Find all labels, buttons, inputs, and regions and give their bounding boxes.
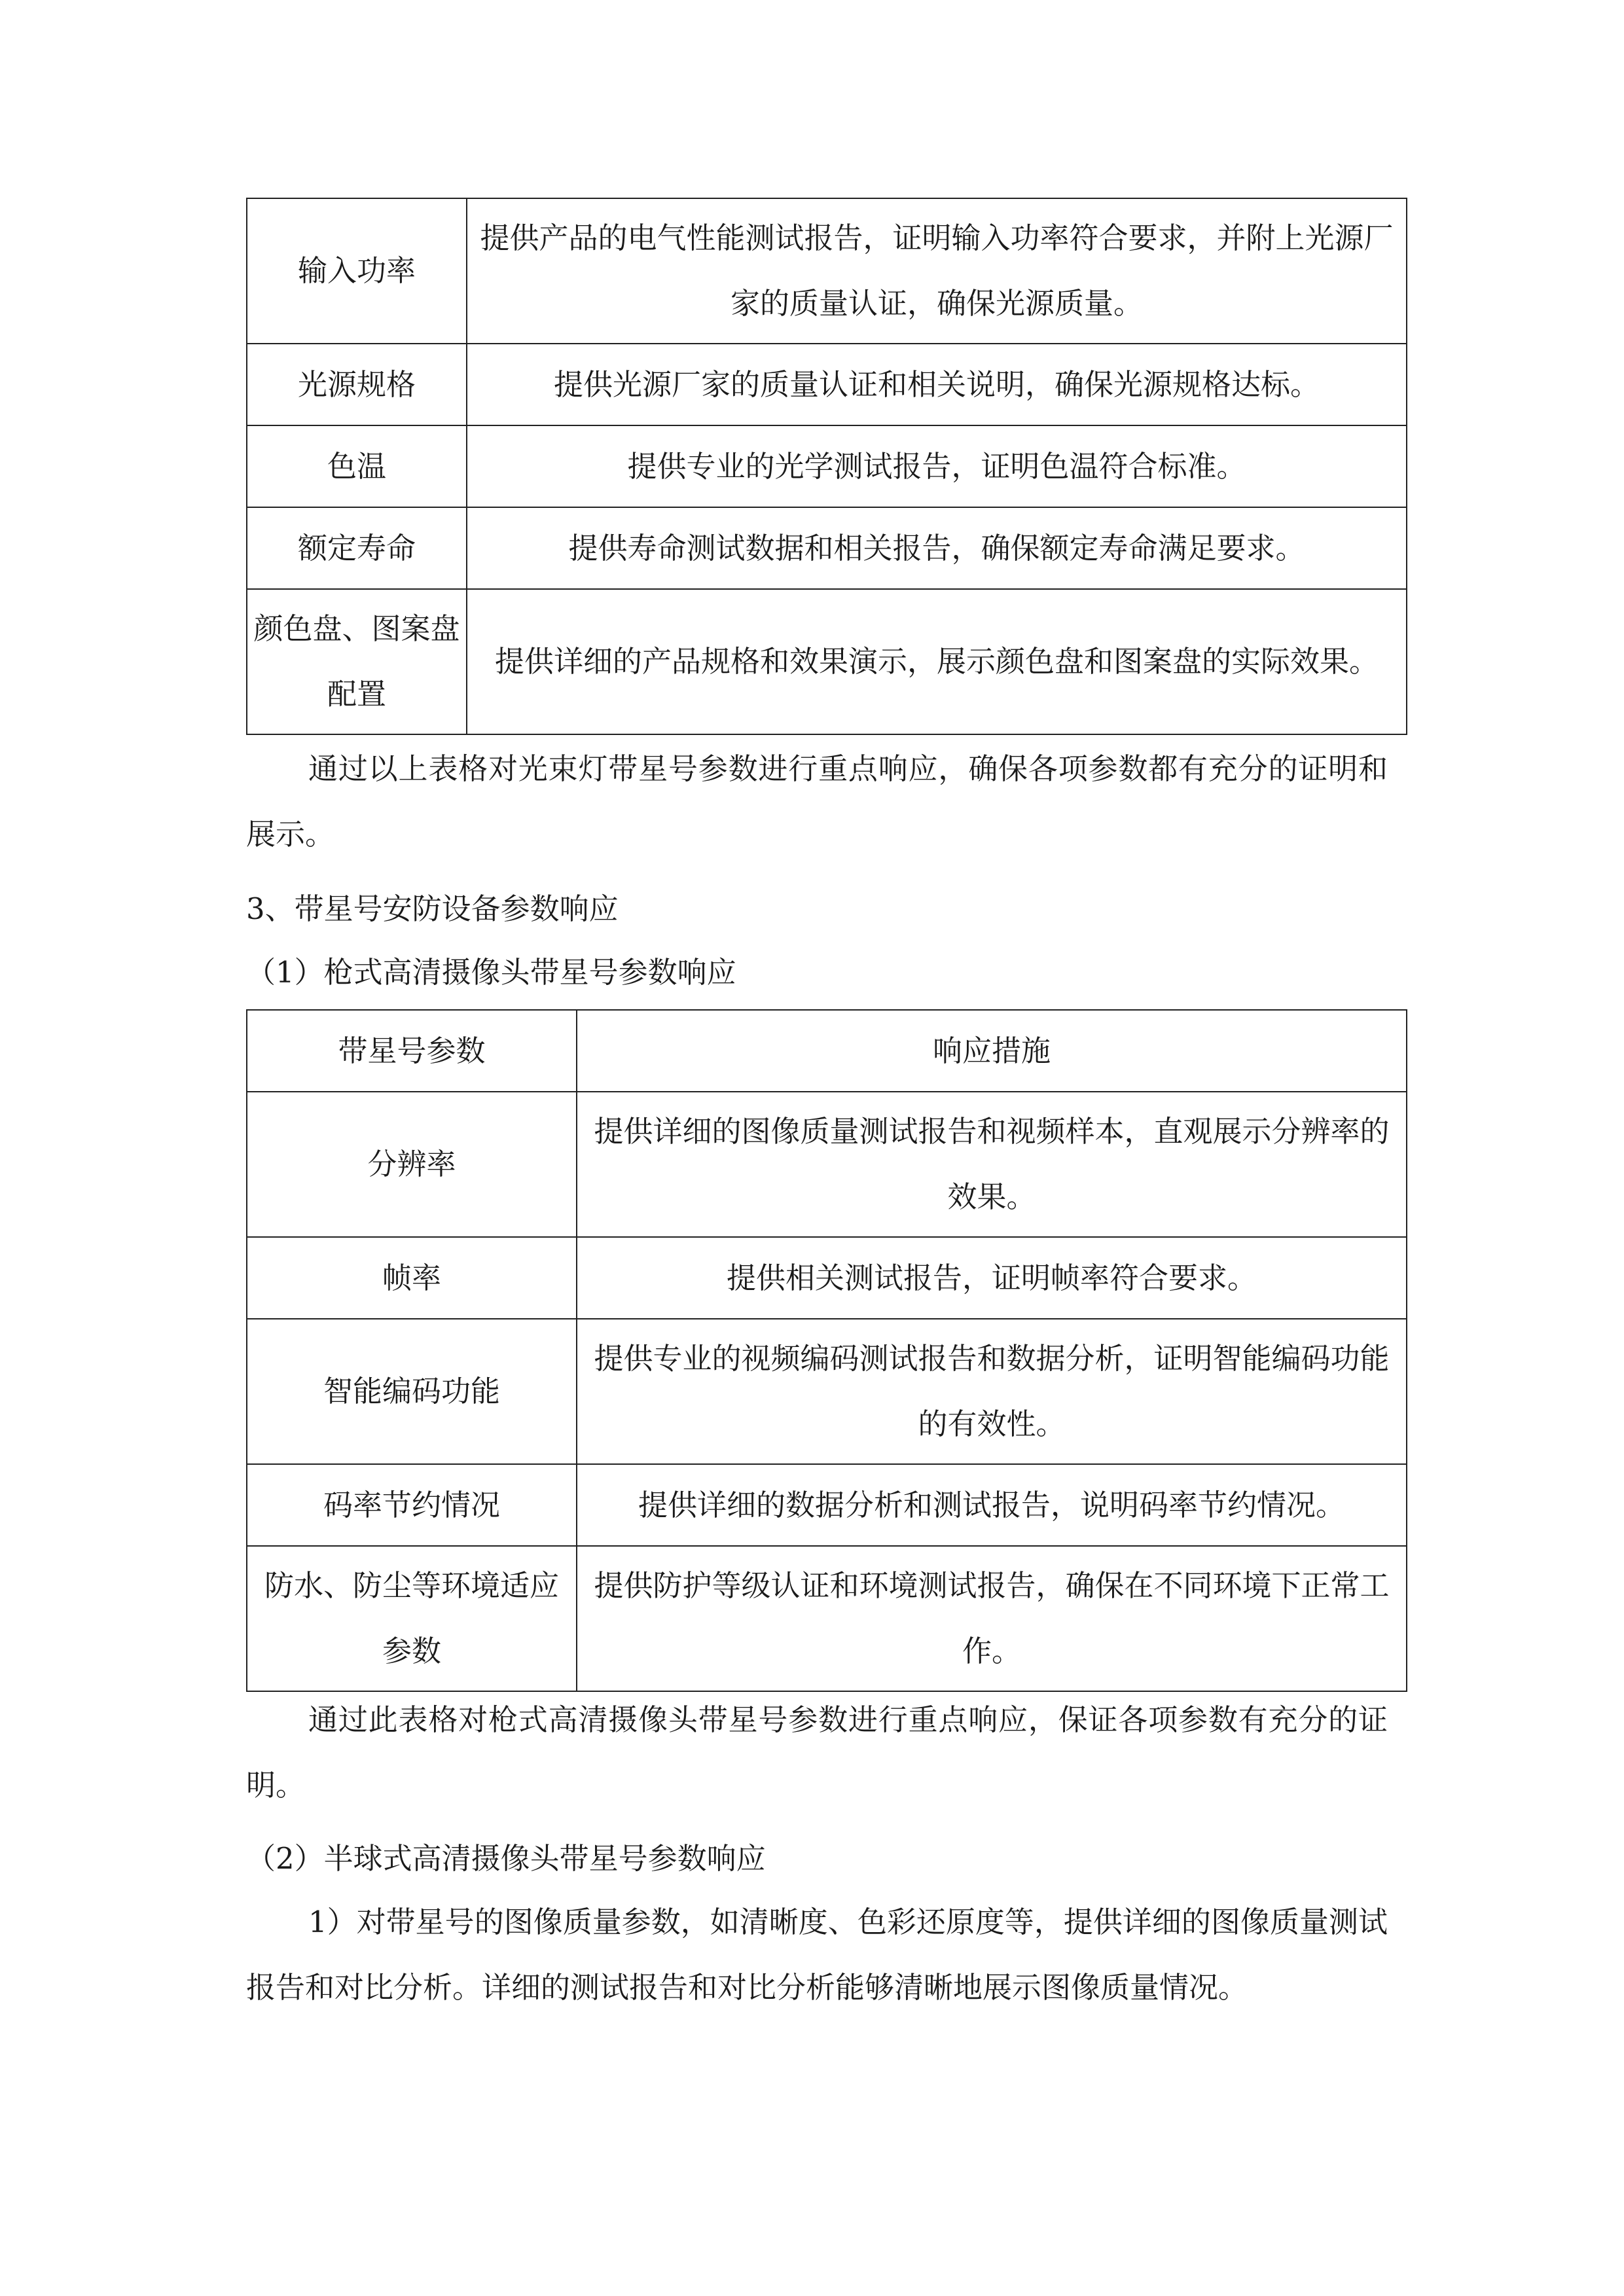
section-heading: 3、带星号安防设备参数响应 [246, 891, 619, 926]
light-params-table [246, 198, 1407, 735]
response-cell: 提供防护等级认证和环境测试报告，确保在不同环境下正常工作。 [577, 1546, 1407, 1691]
response-cell: 提供寿命测试数据和相关报告，确保额定寿命满足要求。 [467, 507, 1407, 589]
paragraph: 1）对带星号的图像质量参数，如清晰度、色彩还原度等，提供详细的图像质量测试报告和对比分析。详细的测试报告和对比分析能够清晰地展示图像质量情况。 [246, 1905, 1388, 2005]
table-row [247, 198, 1407, 344]
response-cell: 提供光源厂家的质量认证和相关说明，确保光源规格达标。 [467, 344, 1407, 425]
table-row [247, 1092, 1407, 1237]
param-cell: 输入功率 [247, 198, 467, 344]
table-header-row [247, 1010, 1407, 1092]
subsection-heading: （1）枪式高清摄像头带星号参数响应 [246, 955, 736, 990]
table-row [247, 1237, 1407, 1319]
param-cell: 码率节约情况 [247, 1464, 577, 1546]
response-cell: 提供相关测试报告，证明帧率符合要求。 [577, 1237, 1407, 1319]
response-cell: 提供专业的光学测试报告，证明色温符合标准。 [467, 425, 1407, 507]
table-row [247, 589, 1407, 734]
param-cell: 帧率 [247, 1237, 577, 1319]
column-header: 带星号参数 [247, 1010, 577, 1092]
paragraph: 通过此表格对枪式高清摄像头带星号参数进行重点响应，保证各项参数有充分的证明。 [246, 1702, 1388, 1803]
table-row [247, 425, 1407, 507]
table-row [247, 344, 1407, 425]
response-cell: 提供产品的电气性能测试报告，证明输入功率符合要求，并附上光源厂家的质量认证，确保光源质量。 [467, 198, 1407, 344]
response-cell: 提供详细的产品规格和效果演示，展示颜色盘和图案盘的实际效果。 [467, 589, 1407, 734]
paragraph: 通过以上表格对光束灯带星号参数进行重点响应，确保各项参数都有充分的证明和展示。 [246, 751, 1388, 852]
param-cell: 分辨率 [247, 1092, 577, 1237]
param-cell: 防水、防尘等环境适应参数 [247, 1546, 577, 1691]
response-cell: 提供专业的视频编码测试报告和数据分析，证明智能编码功能的有效性。 [577, 1319, 1407, 1464]
camera-params-table [246, 1009, 1407, 1692]
response-cell: 提供详细的图像质量测试报告和视频样本，直观展示分辨率的效果。 [577, 1092, 1407, 1237]
response-cell: 提供详细的数据分析和测试报告，说明码率节约情况。 [577, 1464, 1407, 1546]
param-cell: 额定寿命 [247, 507, 467, 589]
param-cell: 色温 [247, 425, 467, 507]
table-row [247, 1319, 1407, 1464]
param-cell: 智能编码功能 [247, 1319, 577, 1464]
param-cell: 光源规格 [247, 344, 467, 425]
column-header: 响应措施 [577, 1010, 1407, 1092]
param-cell: 颜色盘、图案盘配置 [247, 589, 467, 734]
table-row [247, 1464, 1407, 1546]
table-row [247, 507, 1407, 589]
subsection-heading: （2）半球式高清摄像头带星号参数响应 [246, 1841, 766, 1876]
table-row [247, 1546, 1407, 1691]
